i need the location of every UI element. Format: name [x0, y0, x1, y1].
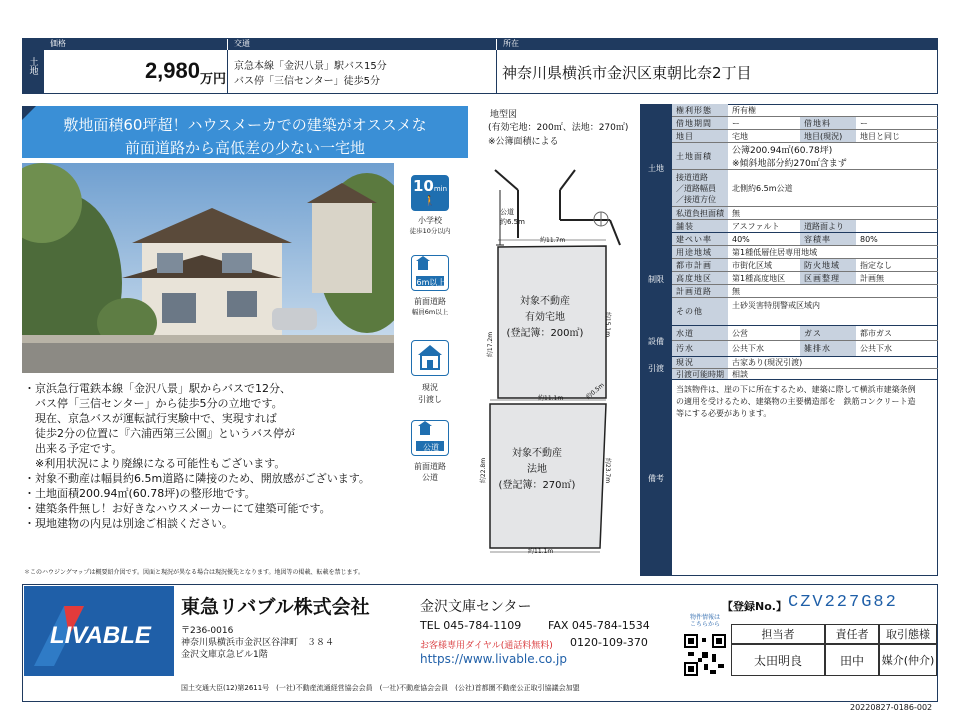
- map-dim-left-top: 約17.2m: [487, 331, 495, 358]
- coverage-value: 40%: [732, 234, 750, 244]
- map-road-width: 約6.5m: [500, 218, 525, 226]
- staff-manager: 田中: [825, 644, 879, 676]
- map-dim-mid: 約11.1m: [538, 395, 564, 402]
- document-id: 20220827-0186-002: [850, 703, 933, 712]
- description-line: 現在、京急バスが運転試行実験中で、実現すれば: [24, 412, 277, 425]
- lease-fee-label: 借地料: [800, 117, 856, 129]
- water-value: 公営: [732, 328, 748, 338]
- road-label: [672, 170, 728, 206]
- gas-label: ガス: [800, 326, 856, 340]
- height-value: 第1種高度地区: [732, 273, 786, 283]
- walk-school-badge: [411, 175, 449, 211]
- map-dim-left-bottom: 約22.8m: [480, 457, 488, 484]
- upper-lot-line3: (登記簿：200㎡): [506, 328, 584, 339]
- map-note: ※公簿面積による: [488, 137, 559, 147]
- map-dim-top: 約11.7m: [540, 237, 566, 244]
- side-label-land: 土地: [22, 38, 44, 94]
- registration-number: CZV227G82: [788, 593, 898, 612]
- staff-mode: 媒介(仲介): [879, 644, 937, 676]
- headline-banner: [22, 106, 468, 158]
- road-width-text: 6m以上: [416, 278, 446, 287]
- description-line: ・対象不動産は幅員約6.5m道路に隣接のため、開放感がございます。: [24, 472, 370, 485]
- other-value: 土砂災害特別警戒区域内: [732, 300, 820, 310]
- registration-label: 【登録No.】: [722, 600, 787, 613]
- current-state-label1: 現況: [422, 383, 438, 392]
- section-land: 土地: [640, 104, 672, 232]
- private-road-label: 私道負担面積: [672, 207, 728, 219]
- category-label: 地目: [672, 130, 728, 142]
- road-label-line2: ／道路幅員: [676, 183, 716, 193]
- far-label: 容積率: [800, 233, 856, 245]
- map-dim-bottom: 約11.1m: [528, 548, 554, 555]
- road-area-value: [856, 220, 936, 232]
- section-regulation: 制限: [640, 233, 672, 325]
- house-icon: [412, 341, 448, 375]
- pavement-label: 舗装: [672, 220, 728, 232]
- access-line2: バス停「三信センター」徒歩5分: [234, 76, 380, 87]
- description-line: ・現地建物の内見は別途ご相談ください。: [24, 517, 233, 530]
- section-facility: 設備: [640, 326, 672, 356]
- description-line: 徒歩2分の位置に『六浦西第三公園』というバス停が: [24, 427, 295, 440]
- lower-lot-line3: (登記簿：270㎡): [498, 480, 576, 491]
- banner-triangle: [22, 106, 36, 120]
- qr-code[interactable]: [684, 614, 726, 682]
- map-dim-right-top: 約15.1m: [604, 311, 612, 338]
- postal-code: 〒236-0016: [181, 626, 234, 636]
- header-divider-2: [496, 50, 497, 94]
- description-line: 出来る予定です。: [24, 442, 123, 455]
- city-plan-label: 都市計画: [672, 259, 728, 271]
- lease-period-label: 借地期間: [672, 117, 728, 129]
- drain-value: 公共下水: [860, 344, 892, 353]
- description-line: ※利用状況により廃線になる可能性もございます。: [24, 457, 286, 470]
- price-header: 価格: [44, 38, 227, 50]
- address-line1: 神奈川県横浜市金沢区谷津町 ３８４: [181, 638, 335, 648]
- road-width-label1: 前面道路: [414, 297, 446, 306]
- delivery-value: 相談: [732, 369, 748, 379]
- fire-label: 防火地域: [800, 259, 856, 271]
- description: [24, 381, 464, 531]
- walker-icon: 🚶: [423, 196, 437, 207]
- rights-label: 権利形態: [672, 104, 728, 116]
- height-label: 高度地区: [672, 272, 728, 284]
- walk-school-label2: 徒歩10分以内: [409, 227, 451, 235]
- logo-text: LIVABLE: [50, 622, 151, 649]
- drain-label: 雑排水: [800, 341, 856, 356]
- upper-lot-line2: 有効宅地: [525, 312, 565, 323]
- area-value: [728, 143, 938, 169]
- road-label-line1: 接道道路: [676, 172, 708, 182]
- staff-header-manager: 責任者: [825, 624, 879, 644]
- remarks-line: の適用を受けるため、建築物の主要構造部を 鉄筋コンクリート造: [676, 397, 916, 406]
- section-remarks: 備考: [640, 380, 672, 576]
- map-dim-right-bottom: 約23.7m: [604, 457, 612, 484]
- current-label: 現況: [672, 357, 728, 368]
- license-text: 国土交通大臣(12)第2611号 (一社)不動産流通経営協会会員 (一社)不動産協会会員 (公社)首都圏不動産公正取引協議会加盟: [181, 684, 580, 692]
- qr-code-icon: [684, 634, 726, 676]
- description-line: ・京浜急行電鉄本線「金沢八景」駅からバスで12分、: [24, 382, 291, 395]
- lower-lot-line2: 法地: [527, 464, 547, 475]
- banner-line2: 前面道路から高低差の少ない一宅地: [124, 139, 365, 157]
- price-value: 2,980: [144, 58, 200, 83]
- plan-road-label: 計画道路: [672, 285, 728, 297]
- qr-note-line1: 物件情報は: [689, 614, 720, 621]
- zone-value: 第1種低層住居専用地域: [732, 247, 818, 257]
- sewage-label: 汚水: [672, 341, 728, 356]
- map-subtitle: (有効宅地：200㎡、法地：270㎡): [488, 123, 629, 133]
- map-road-label: 公道: [500, 208, 514, 216]
- section-delivery: 引渡: [640, 357, 672, 379]
- description-line: バス停「三信センター」から徒歩5分の立地です。: [24, 397, 283, 410]
- plan-road-value: 無: [732, 286, 740, 296]
- company-name: 東急リバブル株式会社: [181, 596, 370, 618]
- branch-name: 金沢文庫センター: [420, 599, 532, 615]
- qr-note-line2: こちらから: [689, 621, 720, 628]
- public-road-text: 公道: [423, 443, 439, 452]
- remarks-text: [676, 384, 934, 420]
- category-value: 宅地: [732, 131, 748, 141]
- staff-header-mode: 取引態様: [879, 624, 937, 644]
- gas-value: 都市ガス: [860, 328, 892, 338]
- water-label: 水道: [672, 326, 728, 340]
- public-road-label2: 公道: [422, 473, 438, 482]
- division-label: 区画整理: [800, 272, 856, 284]
- category-actual-value: 地目と同じ: [860, 131, 900, 141]
- rights-value: 所有権: [732, 105, 756, 115]
- remarks-line: 当該物件は、崖の下に所在するため、建築に際して横浜市建築条例: [676, 385, 916, 394]
- walk-school-label1: 小学校: [418, 216, 442, 225]
- other-label: その他: [672, 298, 728, 325]
- lower-lot-label: [492, 446, 582, 494]
- staff-header-person: 担当者: [731, 624, 825, 644]
- delivery-label: 引渡可能時期: [672, 369, 728, 379]
- city-plan-value: 市街化区域: [732, 260, 772, 270]
- road-label-line3: ／接道方位: [676, 194, 716, 204]
- description-line: ・建築条件無し！お好きなハウスメーカーにて建築可能です。: [24, 502, 331, 515]
- livable-logo: [24, 586, 174, 676]
- free-dial-label: お客様専用ダイヤル(通話料無料): [420, 641, 553, 651]
- description-line: ・土地面積200.94㎡(60.78坪)の整形地です。: [24, 487, 256, 500]
- header-divider-1: [227, 50, 228, 94]
- property-photo: [22, 163, 394, 373]
- area-value-line1: 公簿200.94㎡(60.78坪): [732, 146, 833, 156]
- access-header: 交通: [228, 38, 496, 50]
- current-state-badge: [411, 340, 449, 376]
- area-value-line2: ※傾斜地部分約270㎡含まず: [732, 159, 847, 169]
- remarks-line: 等にする必要があります。: [676, 409, 772, 418]
- lease-fee-value: ー: [860, 118, 868, 128]
- website-link[interactable]: https://www.livable.co.jp: [420, 652, 567, 666]
- banner-line1: 敷地面積60坪超！ハウスメーカでの建築がオススメな: [63, 116, 427, 134]
- category-actual-label: 地目(現況): [800, 130, 856, 142]
- pavement-value: アスファルト: [732, 221, 780, 231]
- address-header: 所在: [497, 38, 938, 50]
- area-label: 土地面積: [672, 143, 728, 169]
- map-dim-right-diag: 約0.5m: [584, 381, 606, 401]
- road-value: 北側約6.5m公道: [732, 183, 793, 193]
- road-area-label: 道路面より: [800, 220, 856, 232]
- current-value: 古家あり(現況引渡): [732, 358, 803, 367]
- tel: TEL 045-784-1109: [420, 619, 522, 632]
- road-width-label2: 幅員6m以上: [411, 308, 449, 316]
- free-dial-number: 0120-109-370: [570, 636, 648, 649]
- price-unit: 万円: [200, 72, 227, 87]
- qr-note: [684, 614, 726, 628]
- disclaimer: ＊このハウジングマップは概要紹介図です。図面と現況が異なる場合は現況優先となります。地図等の掲載、転載を禁じます。: [24, 569, 365, 576]
- upper-lot-line1: 対象不動産: [520, 296, 570, 307]
- address-line2: 金沢文庫京急ビル1階: [181, 650, 268, 660]
- coverage-label: 建ぺい率: [672, 233, 728, 245]
- current-state-label2: 引渡し: [418, 395, 442, 404]
- upper-lot-label: [500, 294, 590, 342]
- map-title: 地型図: [490, 110, 518, 120]
- house-photo-illustration: [22, 163, 394, 373]
- lease-period-value: ー: [732, 118, 740, 128]
- access-line1: 京急本線「金沢八景」駅バス15分: [234, 61, 387, 72]
- public-road-label1: 前面道路: [414, 462, 446, 471]
- fire-value: 指定なし: [860, 260, 892, 270]
- sewage-value: 公共下水: [732, 344, 764, 353]
- walk-unit: min: [433, 185, 448, 193]
- far-value: 80%: [860, 234, 878, 244]
- address-value: 神奈川県横浜市金沢区東朝比奈2丁目: [502, 64, 752, 82]
- staff-person: 太田明良: [731, 644, 825, 676]
- lower-lot-line1: 対象不動産: [512, 448, 562, 459]
- zone-label: 用途地域: [672, 246, 728, 258]
- walk-minutes: 10: [412, 177, 434, 195]
- fax: FAX 045-784-1534: [548, 619, 650, 632]
- division-value: 計画無: [860, 273, 884, 283]
- private-road-value: 無: [732, 208, 740, 218]
